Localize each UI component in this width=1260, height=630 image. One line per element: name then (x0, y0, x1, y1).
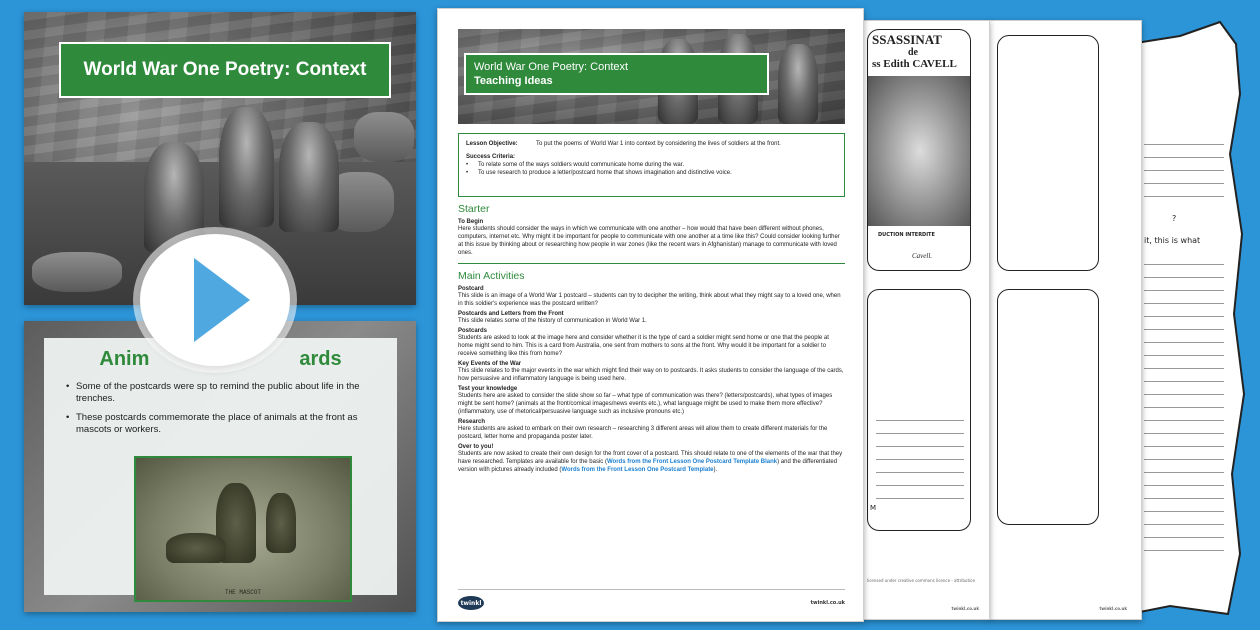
footer-url: twinkl.co.uk (951, 606, 979, 611)
banner-title: World War One Poetry: Context Teaching Ideas (464, 53, 769, 95)
parchment-question: ? (1172, 214, 1177, 223)
slide-title: Anim ards (99, 348, 342, 370)
slide-title: World War One Poetry: Context (59, 42, 391, 98)
letter-frame: M (867, 289, 971, 531)
worksheet-page-1 (862, 20, 990, 620)
section-heading: Starter (458, 203, 490, 215)
soldier-figure (279, 122, 339, 232)
bullet-list (66, 381, 386, 443)
parchment-text: it, this is what (1144, 236, 1201, 245)
soldier-figure (219, 107, 274, 227)
template-link-blank[interactable]: Words from the Front Lesson One Postcard Template Blank (606, 459, 778, 465)
document-footer (458, 589, 845, 613)
footer-url: twinkl.co.uk (810, 600, 845, 606)
section-heading: Main Activities (458, 270, 525, 282)
objective-box: Lesson Objective: To put the poems of World War 1 into context by considering the lives of soldiers at the front. Success Criteria: • To relate some of the ways soldiers would communicate home during the war. • To use research to produce a letter/postcard home that shows imagination and distinctive voice. (458, 133, 845, 197)
license-note: licensed under creative commons licence - attribution (867, 578, 976, 583)
twinkl-logo: twinkl (458, 596, 484, 610)
postcard-caption: THE MASCOT (224, 589, 261, 596)
starter-section: Starter To Begin Here students should consider the ways in which we communicate with one another – how would that have been different without phones, computers, internet etc. Why might it be important for people to communicate with one another at a time like this? Could consider looking further at this issue by thinking about or researching how people in war zones (like the recent wars in Afghanistan) manage to communicate with loved ones. Main Activities Postcard This slide is an image of a World War 1 postcard – students can try to decipher the writing, think about what they might say to a loved one, when in this soldier's experience was the postcard written? Postcards and Letters from the Front This slide relates some of the history of communication in World War 1. Postcards Students are asked to look at the image here and consider whether it is the type of card a soldier might send home or one that the people at home might send to him. This is a card from Australia, one sent from mothers to sons at the front. Why would it be important for a soldier to receive something like this from home? Key Events of the War This slide relates to the major events in the war which might find their way on to postcards. It asks students to consider the language of the cards, how persuasive and inflammatory language is being used here. Test your knowledge Students here are asked to consider the slide show so far – what type of communication was there? (letters/postcards), what types of images might be sent home? (animals at the front/comical images/news events etc.), what language might be used to make them more effective? (inflammatory, use of rhetorical/persuasive language such as inclusive pronouns etc.) Research Here students are asked to embark on their own research – researching 3 different areas will allow them to create different materials for the postcard, letter home and propaganda poster later. Over to you! Students are now asked to create their own design for the front cover of a postcard. This should relate to one of the elements of the war that they have researched. Templates are available for the basic (Words from the Front Lesson One Postcard Template Blank) and the differentiated version with pictures already included (Words from the Front Lesson One Postcard Template). (458, 203, 844, 473)
blank-frame (997, 35, 1099, 271)
footer-url: twinkl.co.uk (1099, 606, 1127, 611)
worksheet-page-2 (988, 20, 1142, 620)
postcard-image (134, 456, 352, 602)
parchment-lines (1144, 144, 1224, 209)
template-link-pictures[interactable]: Words from the Front Lesson One Postcard Template (561, 467, 714, 473)
play-button[interactable] (140, 234, 290, 366)
poster-illustration (868, 76, 971, 226)
play-icon (194, 258, 250, 342)
teaching-ideas-document[interactable] (437, 8, 864, 622)
bullet-item: • These postcards commemorate the place of animals at the front as mascots or workers. (66, 412, 386, 436)
bullet-item: • Some of the postcards were sp to remind the public about life in the trenches. (66, 381, 386, 405)
poster-headline: SSASSINAT (872, 32, 942, 47)
poster-frame: SSASSINAT de ss Edith CAVELL DUCTION INTERDITE Cavell. (867, 29, 971, 271)
slide-content-panel (44, 338, 397, 595)
blank-frame (997, 289, 1099, 525)
document-banner (458, 29, 845, 124)
criteria-item: • To use research to produce a letter/postcard home that shows imagination and distinctive voice. (466, 170, 732, 176)
criteria-item: • To relate some of the ways soldiers would communicate home during the war. (466, 162, 685, 168)
